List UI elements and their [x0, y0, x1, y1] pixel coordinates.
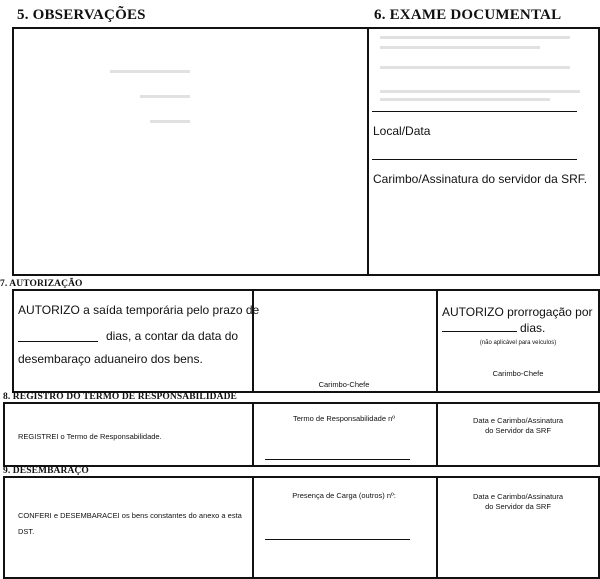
clearance-text-line1: CONFERI e DESEMBARACEI os bens constantes do anexo a esta [18, 511, 242, 520]
registry-divider-1 [252, 402, 254, 467]
observations-exam-box [12, 27, 600, 276]
signature-line [372, 159, 577, 160]
authorization-line-3: desembaraço aduaneiro dos bens. [18, 352, 203, 366]
authorization-line-2: dias, a contar da data do [106, 329, 239, 343]
registry-date-stamp-line1: Data e Carimbo/Assinatura [472, 416, 564, 425]
prorogation-line-2: dias. [520, 321, 546, 335]
clearance-date-stamp-line2: do Servidor da SRF [485, 502, 551, 511]
date-line-top [372, 111, 577, 112]
section5-title: 5. OBSERVAÇÕES [17, 7, 146, 23]
section8-title: 8. REGISTRO DO TERMO DE RESPONSABILIDADE [3, 392, 237, 402]
term-number-line [265, 459, 410, 460]
prorogation-note: (não aplicável para veículos) [479, 340, 557, 346]
chief-stamp-label: Carimbo-Chefe [318, 380, 370, 389]
registry-text: REGISTREI o Termo de Responsabilidade. [18, 432, 162, 441]
cargo-number-line [265, 539, 410, 540]
prorogation-days-line [442, 331, 517, 332]
section6-title: 6. EXAME DOCUMENTAL [374, 7, 562, 23]
prorogation-stamp-label: Carimbo-Chefe [492, 369, 544, 378]
term-number-label: Termo de Responsabilidade nº [293, 414, 395, 423]
section-divider [367, 27, 369, 276]
local-data-label: Local/Data [373, 124, 431, 138]
stamp-signature-label: Carimbo/Assinatura do servidor da SRF. [373, 172, 588, 186]
section9-title: 9. DESEMBARAÇO [3, 466, 89, 476]
section7-title: 7. AUTORIZAÇÃO [0, 279, 83, 289]
registry-date-stamp-line2: do Servidor da SRF [485, 426, 551, 435]
prorogation-line-1: AUTORIZO prorrogação por [442, 305, 593, 319]
days-blank-line [18, 341, 98, 342]
clearance-text-line2: DST. [18, 527, 35, 536]
authorization-line-1: AUTORIZO a saída temporária pelo prazo de [18, 303, 260, 317]
clearance-date-stamp-line1: Data e Carimbo/Assinatura [472, 492, 564, 501]
cargo-presence-label: Presença de Carga (outros) nº: [292, 491, 396, 500]
